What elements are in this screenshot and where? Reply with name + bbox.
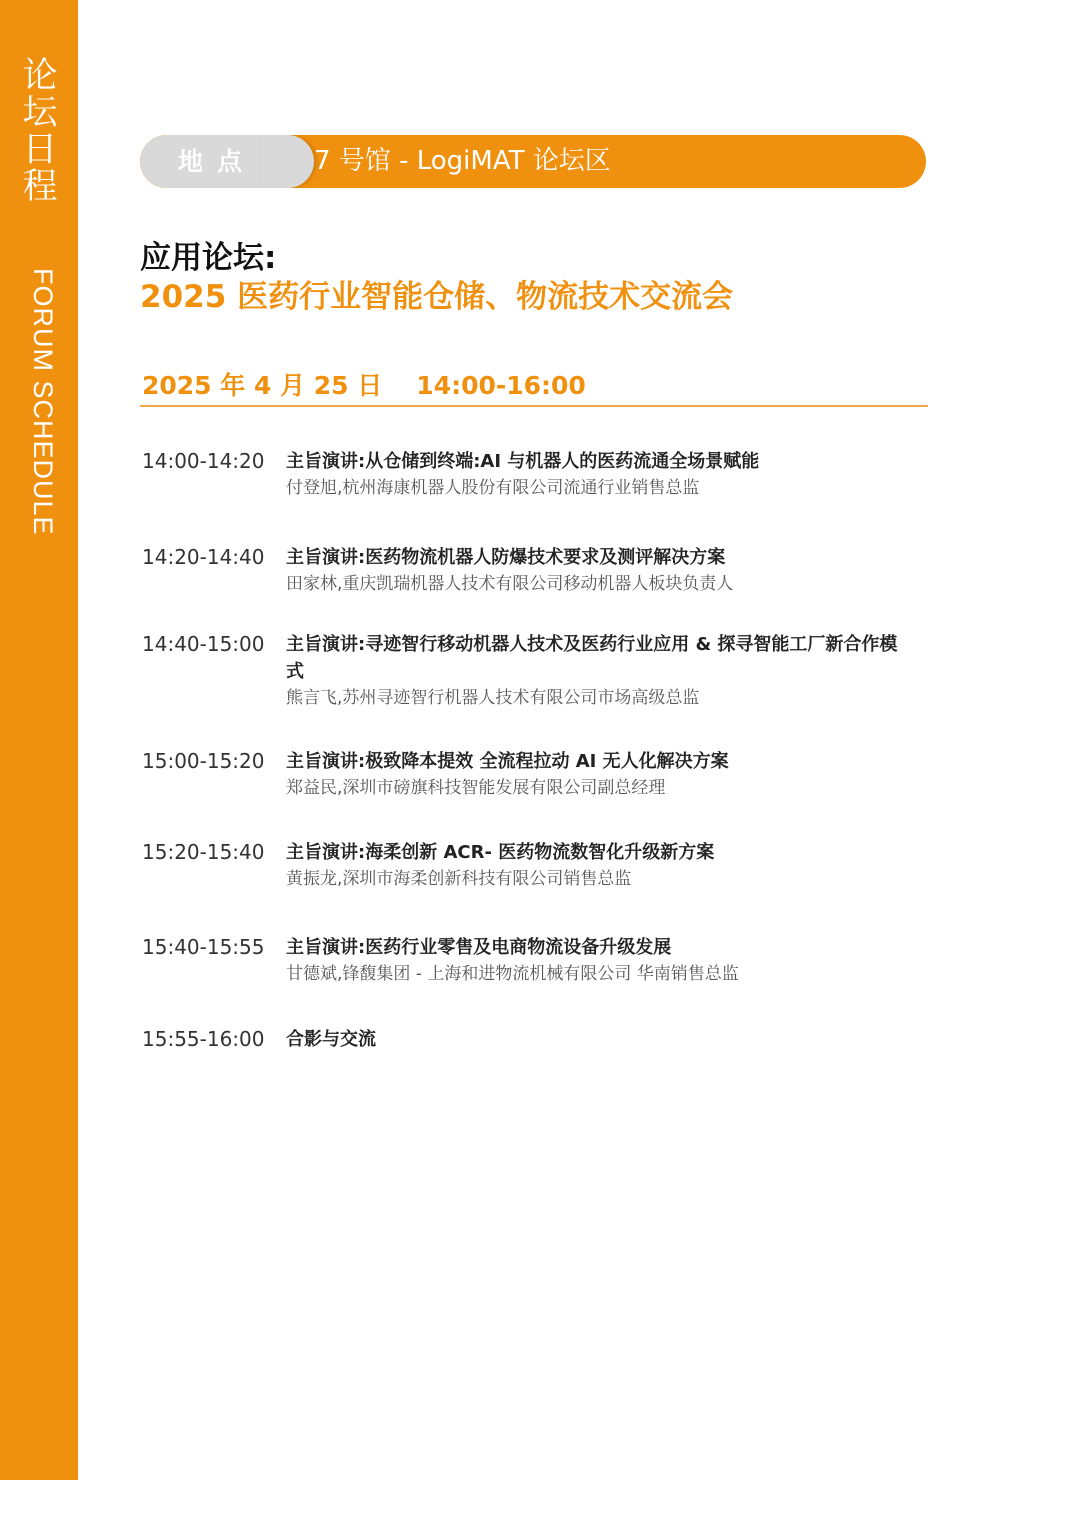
schedule-speaker: 熊言飞,苏州寻迹智行机器人技术有限公司市场高级总监 — [286, 688, 700, 708]
location-label: 地点 — [178, 147, 257, 176]
schedule-speaker: 田家林,重庆凯瑞机器人技术有限公司移动机器人板块负责人 — [286, 574, 734, 594]
schedule-title: 主旨演讲:从仓储到终端:AI 与机器人的医药流通全场景赋能 — [286, 451, 760, 472]
side-title-en: FORUM SCHEDULE — [28, 268, 58, 536]
schedule-time: 15:20-15:40 — [142, 840, 265, 864]
date-time-range: 14:00-16:00 — [416, 371, 586, 400]
schedule-title: 主旨演讲:医药行业零售及电商物流设备升级发展 — [286, 937, 672, 958]
schedule-title: 主旨演讲:极致降本提效 全流程拉动 AI 无人化解决方案 — [286, 751, 729, 772]
date-line — [142, 366, 586, 402]
schedule-title: 主旨演讲:海柔创新 ACR- 医药物流数智化升级新方案 — [286, 842, 715, 863]
schedule-title: 主旨演讲:寻迹智行移动机器人技术及医药行业应用 & 探寻智能工厂新合作模式 — [286, 634, 898, 682]
schedule-time: 14:20-14:40 — [142, 545, 265, 569]
schedule-title: 主旨演讲:医药物流机器人防爆技术要求及测评解决方案 — [286, 547, 726, 568]
schedule-speaker: 黄振龙,深圳市海柔创新科技有限公司销售总监 — [286, 869, 632, 889]
schedule-title: 合影与交流 — [286, 1029, 376, 1050]
schedule-time: 14:40-15:00 — [142, 632, 265, 656]
forum-title: 应用论坛: — [140, 240, 277, 276]
schedule-speaker: 郑益民,深圳市磅旗科技智能发展有限公司副总经理 — [286, 778, 666, 798]
schedule-speaker: 付登旭,杭州海康机器人股份有限公司流通行业销售总监 — [286, 478, 700, 498]
side-title-cn: 论坛日程 — [22, 56, 58, 207]
side-bar — [0, 0, 78, 1480]
location-value: 7 号馆 - LogiMAT 论坛区 — [314, 146, 611, 176]
schedule-time: 15:55-16:00 — [142, 1027, 265, 1051]
date-divider — [140, 405, 928, 407]
location-banner — [140, 135, 926, 188]
forum-subtitle: 2025 医药行业智能仓储、物流技术交流会 — [140, 279, 734, 315]
schedule-time: 15:00-15:20 — [142, 749, 265, 773]
date-day: 2025 年 4 月 25 日 — [142, 371, 383, 400]
schedule-speaker: 甘德斌,锋馥集团 - 上海和进物流机械有限公司 华南销售总监 — [286, 964, 739, 984]
schedule-time: 14:00-14:20 — [142, 449, 265, 473]
schedule-time: 15:40-15:55 — [142, 935, 265, 959]
